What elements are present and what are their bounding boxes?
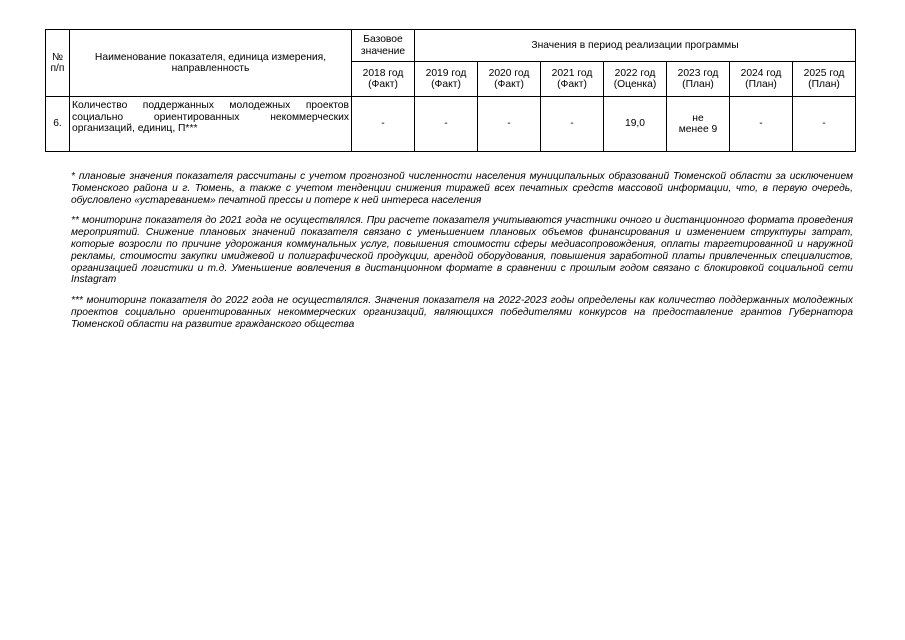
footnote-3: *** мониторинг показателя до 2022 года не осуществлялся. Значения показателя на 2022-2023 годы определены как количество поддержанных молодежных проектов социально ориентированных некоммерческих организаций, являющихся победителями конкурсов на предоставление грантов Губернатора Тюменской области на развитие гражданского общества (71, 295, 853, 330)
value-cell: - (478, 97, 541, 152)
header-period: Значения в период реализации программы (415, 30, 856, 62)
value-cell: - (541, 97, 604, 152)
year-header: 2025 год (План) (793, 62, 856, 97)
year-header: 2020 год (Факт) (478, 62, 541, 97)
row-num: 6. (46, 97, 70, 152)
footnotes (71, 171, 853, 340)
footnote-1: * плановые значения показателя рассчитаны с учетом прогнозной численности населения муниципальных образований Тюменской области за исключением Тюменского района и г. Тюмень, а также с учетом тенденции снижения тиражей всех печатных средств массовой информации, что, в первую очередь, обусловлено «устареванием» печатной прессы и потере к ней интереса населения (71, 171, 853, 206)
value-cell: - (415, 97, 478, 152)
header-base: Базовое значение (352, 30, 415, 62)
value-cell (667, 97, 730, 152)
table-row (46, 97, 856, 152)
year-header: 2023 год (План) (667, 62, 730, 97)
year-header: 2018 год (Факт) (352, 62, 415, 97)
indicators-table (45, 29, 856, 152)
value-text: не менее 9 (678, 112, 718, 135)
value-cell: - (352, 97, 415, 152)
value-cell: - (730, 97, 793, 152)
header-row (46, 30, 856, 62)
year-header: 2021 год (Факт) (541, 62, 604, 97)
header-num: № п/п (46, 30, 70, 97)
footnote-2: ** мониторинг показателя до 2021 года не осуществлялся. При расчете показателя учитываются участники очного и дистанционного формата проведения мероприятий. Снижение плановых значений показателя связано с уменьшением плановых объемов финансирования и изменением структуры затрат, которые возросли по причине удорожания коммунальных услуг, повышения стоимости сферы медиасопровождения, оплаты таргетированной и наружной рекламы, стоимости закупки имиджевой и полиграфической продукции, арендой оборудования, повышения заработной платы привлеченных специалистов, организацией логистики и т.д. Уменьшение вовлечения в дистанционном формате в сравнении с прошлым годом связано с блокировкой социальной сети Instagram (71, 215, 853, 286)
year-header: 2019 год (Факт) (415, 62, 478, 97)
value-cell: 19,0 (604, 97, 667, 152)
header-name: Наименование показателя, единица измерения, направленность (70, 30, 352, 97)
year-header: 2022 год (Оценка) (604, 62, 667, 97)
row-name: Количество поддержанных молодежных проектов социально ориентированных некоммерческих организаций, единиц, П*** (70, 97, 352, 152)
year-header: 2024 год (План) (730, 62, 793, 97)
value-cell: - (793, 97, 856, 152)
